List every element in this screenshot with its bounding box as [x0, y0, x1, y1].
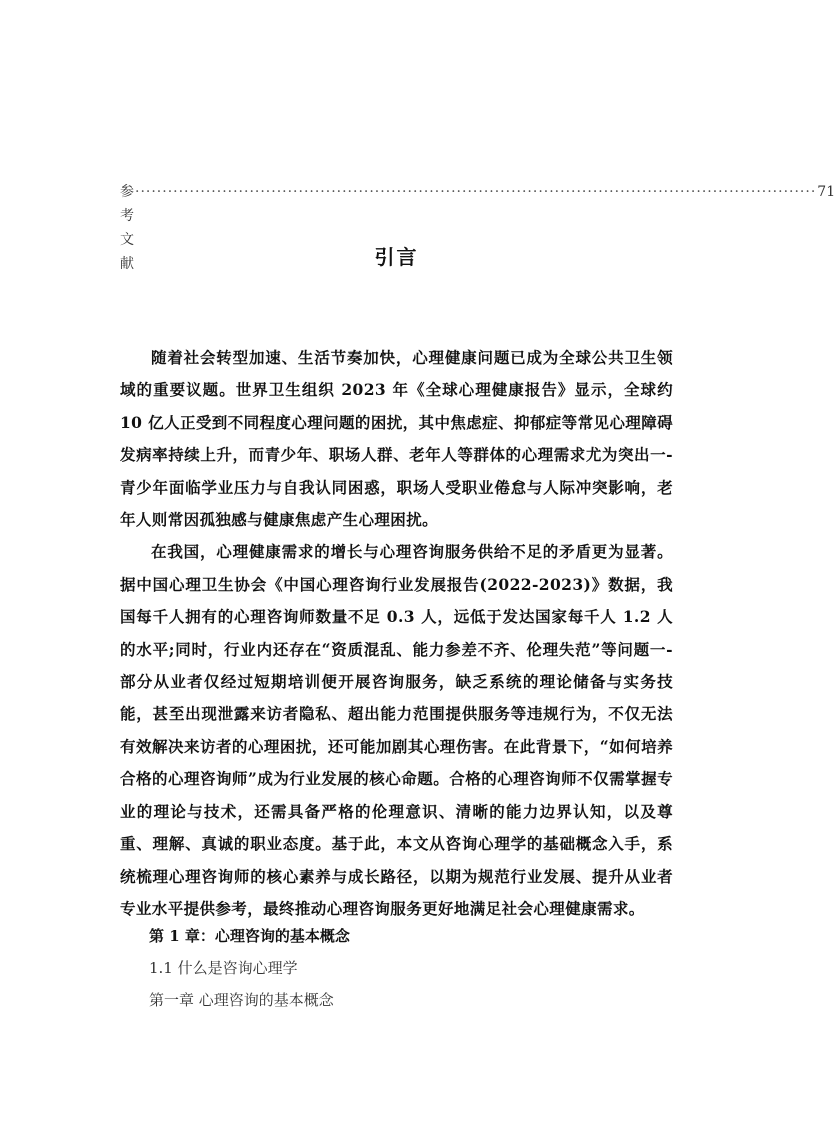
toc-page-number: 71: [817, 184, 835, 200]
section-heading: 1.1 什么是咨询心理学: [149, 959, 298, 977]
intro-body: [120, 342, 673, 925]
chapter-subheading: 第一章 心理咨询的基本概念: [149, 991, 334, 1009]
paragraph-2: 在我国，心理健康需求的增长与心理咨询服务供给不足的矛盾更为显著。据中国心理卫生协会《中国心理咨询行业发展报告(2022-2023)》数据，我国每千人拥有的心理咨询师数量不足 0.3 人，远低于发达国家每千人 1.2 人的水平;同时，行业内还存在“资质混乱、能力参差不齐、伦理失范”等问题一-部分从业者仅经过短期培训便开展咨询服务，缺乏系统的理论储备与实务技能，甚至出现泄露来访者隐私、超出能力范围提供服务等违规行为，不仅无法有效解决来访者的心理困扰，还可能加剧其心理伤害。在此背景下，“如何培养合格的心理咨询师”成为行业发展的核心命题。合格的心理咨询师不仅需掌握专业的理论与技术，还需具备严格的伦理意识、清晰的能力边界认知，以及尊重、理解、真诚的职业态度。基于此，本文从咨询心理学的基础概念入手，系统梳理心理咨询师的核心素养与成长路径，以期为规范行业发展、提升从业者专业水平提供参考，最终推动心理咨询服务更好地满足社会心理健康需求。: [120, 542, 673, 918]
page-title: 引言: [374, 245, 419, 269]
paragraph-1: 随着社会转型加速、生活节奏加快，心理健康问题已成为全球公共卫生领域的重要议题。世界卫生组织 2023 年《全球心理健康报告》显示，全球约 10 亿人正受到不同程度心理问题的困扰，其中焦虑症、抑郁症等常见心理障碍发病率持续上升，而青少年、职场人群、老年人等群体的心理需求尤为突出一-青少年面临学业压力与自我认同困惑，职场人受职业倦怠与人际冲突影响，老年人则常因孤独感与健康焦虑产生心理困扰。: [120, 348, 673, 530]
toc-leader-dots: ·····························································································································: [135, 184, 817, 200]
toc-label: 参考文献: [120, 184, 134, 272]
chapter-heading: 第 1 章：心理咨询的基本概念: [149, 927, 350, 945]
